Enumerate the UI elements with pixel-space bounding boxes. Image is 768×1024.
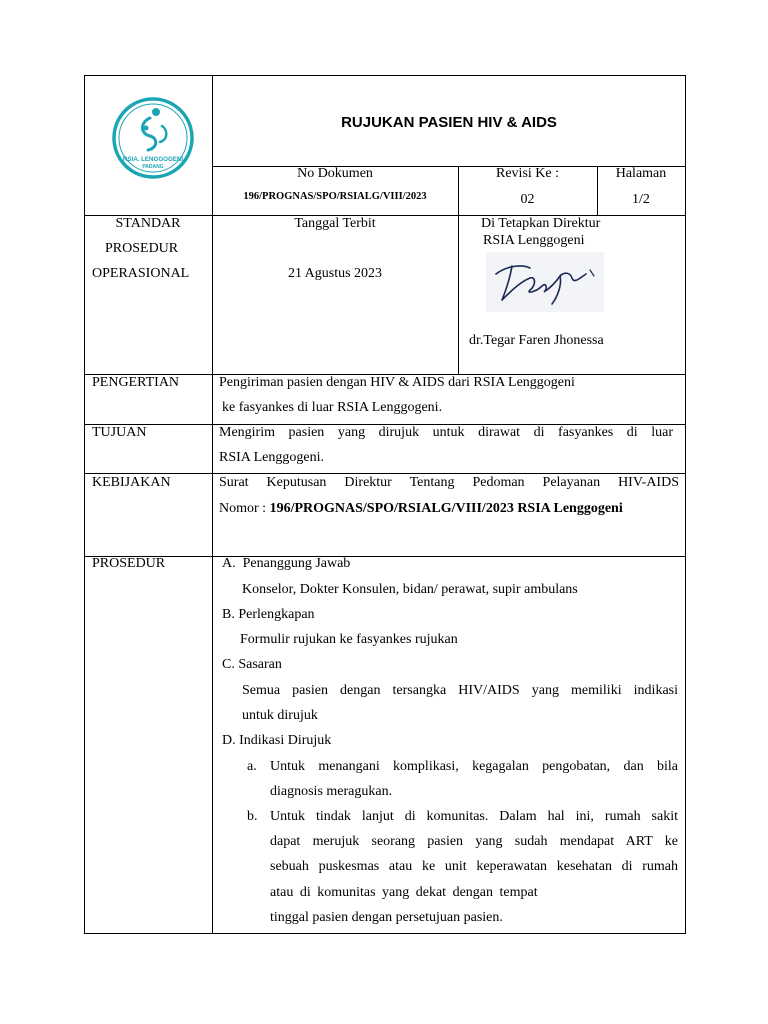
halaman-label: Halaman xyxy=(615,166,667,181)
director-signature xyxy=(486,252,604,312)
sop-label-standar: STANDAR xyxy=(115,216,181,231)
prosedur-c-title: C. Sasaran xyxy=(222,657,282,672)
pengertian-line-2: ke fasyankes di luar RSIA Lenggogeni. xyxy=(222,400,443,415)
prosedur-d-b-marker: b. xyxy=(247,809,258,824)
tanggal-terbit-value: 21 Agustus 2023 xyxy=(287,266,383,281)
kebijakan-nomor-value: 196/PROGNAS/SPO/RSIALG/VIII/2023 RSIA Lenggogeni xyxy=(269,501,623,516)
tanggal-terbit-label: Tanggal Terbit xyxy=(294,216,376,231)
kebijakan-nomor-prefix: Nomor : xyxy=(219,501,270,516)
prosedur-c-text-1: Semua pasien dengan tersangka HIV/AIDS yang memiliki indikasi xyxy=(242,683,678,698)
prosedur-a-title: A. Penanggung Jawab xyxy=(222,556,351,571)
tujuan-line-2: RSIA Lenggogeni. xyxy=(219,450,324,465)
tujuan-line-1: Mengirim pasien yang dirujuk untuk dirawat di fasyankes di luar xyxy=(219,425,673,440)
tujuan-label: TUJUAN xyxy=(92,425,147,440)
table-border-top xyxy=(84,75,686,76)
table-border-bottom xyxy=(84,933,686,934)
document-title: RUJUKAN PASIEN HIV & AIDS xyxy=(341,114,557,131)
logo-text-name: RSIA. LENGGOGENI xyxy=(122,156,184,163)
revisi-value: 02 xyxy=(520,192,535,207)
kebijakan-line-1: Surat Keputusan Direktur Tentang Pedoman Pelayanan HIV-AIDS xyxy=(219,475,679,490)
ditetapkan-line-2: RSIA Lenggogeni xyxy=(483,233,585,248)
kebijakan-line-2 xyxy=(219,500,623,518)
prosedur-d-title: D. Indikasi Dirujuk xyxy=(222,733,332,748)
prosedur-d-b-line-5: tinggal pasien dengan persetujuan pasien. xyxy=(270,910,503,925)
pengertian-label: PENGERTIAN xyxy=(92,375,180,390)
logo-text-city: PADANG xyxy=(142,164,164,170)
sop-label-prosedur: PROSEDUR xyxy=(105,241,179,256)
revisi-label: Revisi Ke : xyxy=(496,166,559,181)
prosedur-b-text: Formulir rujukan ke fasyankes rujukan xyxy=(240,632,458,647)
prosedur-d-b-line-4: atau di komunitas yang dekat dengan tempat xyxy=(270,885,538,900)
table-border-right xyxy=(685,75,686,934)
prosedur-a-text: Konselor, Dokter Konsulen, bidan/ perawat, supir ambulans xyxy=(242,582,578,597)
prosedur-d-b-line-3: sebuah puskesmas atau ke unit keperawatan kesehatan di rumah xyxy=(270,859,678,874)
prosedur-d-b-line-2: dapat merujuk seorang pasien yang sudah mendapat ART ke xyxy=(270,834,678,849)
no-dokumen-label: No Dokumen xyxy=(297,166,373,181)
halaman-value: 1/2 xyxy=(632,192,650,207)
table-border-left xyxy=(84,75,85,934)
prosedur-c-text-2: untuk dirujuk xyxy=(242,708,318,723)
prosedur-d-a-line-1: Untuk menangani komplikasi, kegagalan pengobatan, dan bila xyxy=(270,759,678,774)
signatory-name: dr.Tegar Faren Jhonessa xyxy=(469,333,604,348)
prosedur-d-b-line-1: Untuk tindak lanjut di komunitas. Dalam hal ini, rumah sakit xyxy=(270,809,678,824)
ditetapkan-line-1: Di Tetapkan Direktur xyxy=(481,216,601,231)
hospital-logo xyxy=(110,94,196,188)
prosedur-d-a-marker: a. xyxy=(247,759,257,774)
pengertian-line-1: Pengiriman pasien dengan HIV & AIDS dari RSIA Lenggogeni xyxy=(219,375,575,390)
prosedur-label: PROSEDUR xyxy=(92,556,166,571)
prosedur-b-title: B. Perlengkapan xyxy=(222,607,315,622)
no-dokumen-value: 196/PROGNAS/SPO/RSIALG/VIII/2023 xyxy=(243,191,427,202)
table-row-divider xyxy=(84,556,686,557)
prosedur-d-a-line-2: diagnosis meragukan. xyxy=(270,784,393,799)
sop-label-operasional: OPERASIONAL xyxy=(92,266,190,281)
kebijakan-label: KEBIJAKAN xyxy=(92,475,171,490)
